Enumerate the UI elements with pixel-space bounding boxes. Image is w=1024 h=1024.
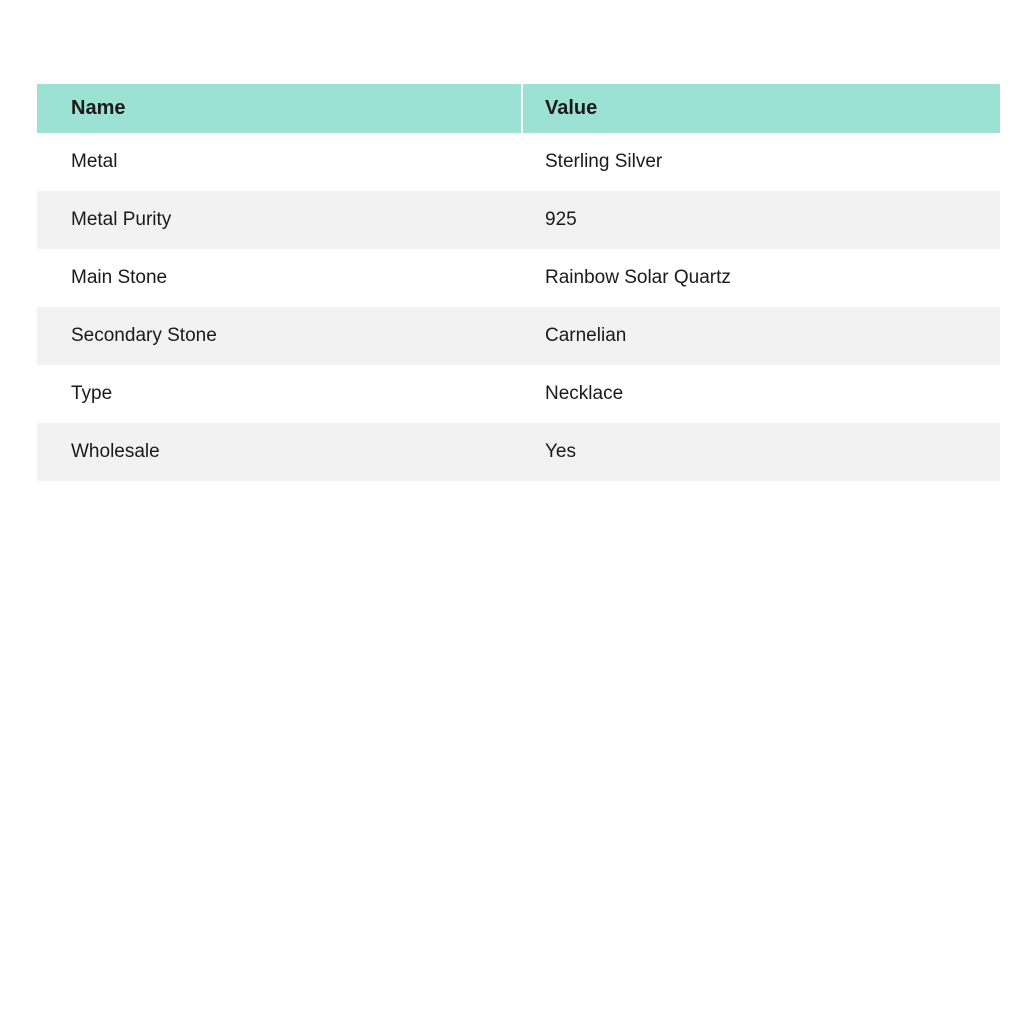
attribute-name: Main Stone bbox=[71, 267, 168, 288]
table-row bbox=[37, 307, 1000, 365]
attribute-name: Metal Purity bbox=[71, 209, 172, 230]
attribute-value-cell bbox=[523, 191, 1000, 249]
header-cell-value bbox=[523, 84, 1000, 133]
table-header-row bbox=[37, 84, 1000, 133]
attributes-table bbox=[37, 84, 1000, 481]
table-row bbox=[37, 423, 1000, 481]
attribute-value-cell bbox=[523, 365, 1000, 423]
attribute-name-cell bbox=[37, 423, 523, 481]
attribute-name-cell bbox=[37, 307, 523, 365]
attribute-name-cell bbox=[37, 191, 523, 249]
table-row bbox=[37, 191, 1000, 249]
header-name-label: Name bbox=[71, 97, 126, 119]
attribute-name-cell bbox=[37, 133, 523, 191]
attribute-value: Yes bbox=[545, 441, 576, 462]
attribute-value: Rainbow Solar Quartz bbox=[545, 267, 731, 288]
attribute-value: 925 bbox=[545, 209, 577, 230]
attribute-name: Secondary Stone bbox=[71, 325, 217, 346]
attribute-name-cell bbox=[37, 365, 523, 423]
attribute-value-cell bbox=[523, 249, 1000, 307]
table-row bbox=[37, 249, 1000, 307]
attribute-value-cell bbox=[523, 423, 1000, 481]
attribute-name: Metal bbox=[71, 151, 118, 172]
attribute-name-cell bbox=[37, 249, 523, 307]
attribute-name: Wholesale bbox=[71, 441, 160, 462]
header-cell-name bbox=[37, 84, 523, 133]
header-value-label: Value bbox=[545, 97, 598, 119]
table-row bbox=[37, 133, 1000, 191]
attribute-value: Necklace bbox=[545, 383, 624, 404]
attribute-value-cell bbox=[523, 133, 1000, 191]
attribute-value: Carnelian bbox=[545, 325, 627, 346]
attribute-value-cell bbox=[523, 307, 1000, 365]
attribute-value: Sterling Silver bbox=[545, 151, 663, 172]
table-row bbox=[37, 365, 1000, 423]
attribute-name: Type bbox=[71, 383, 113, 404]
